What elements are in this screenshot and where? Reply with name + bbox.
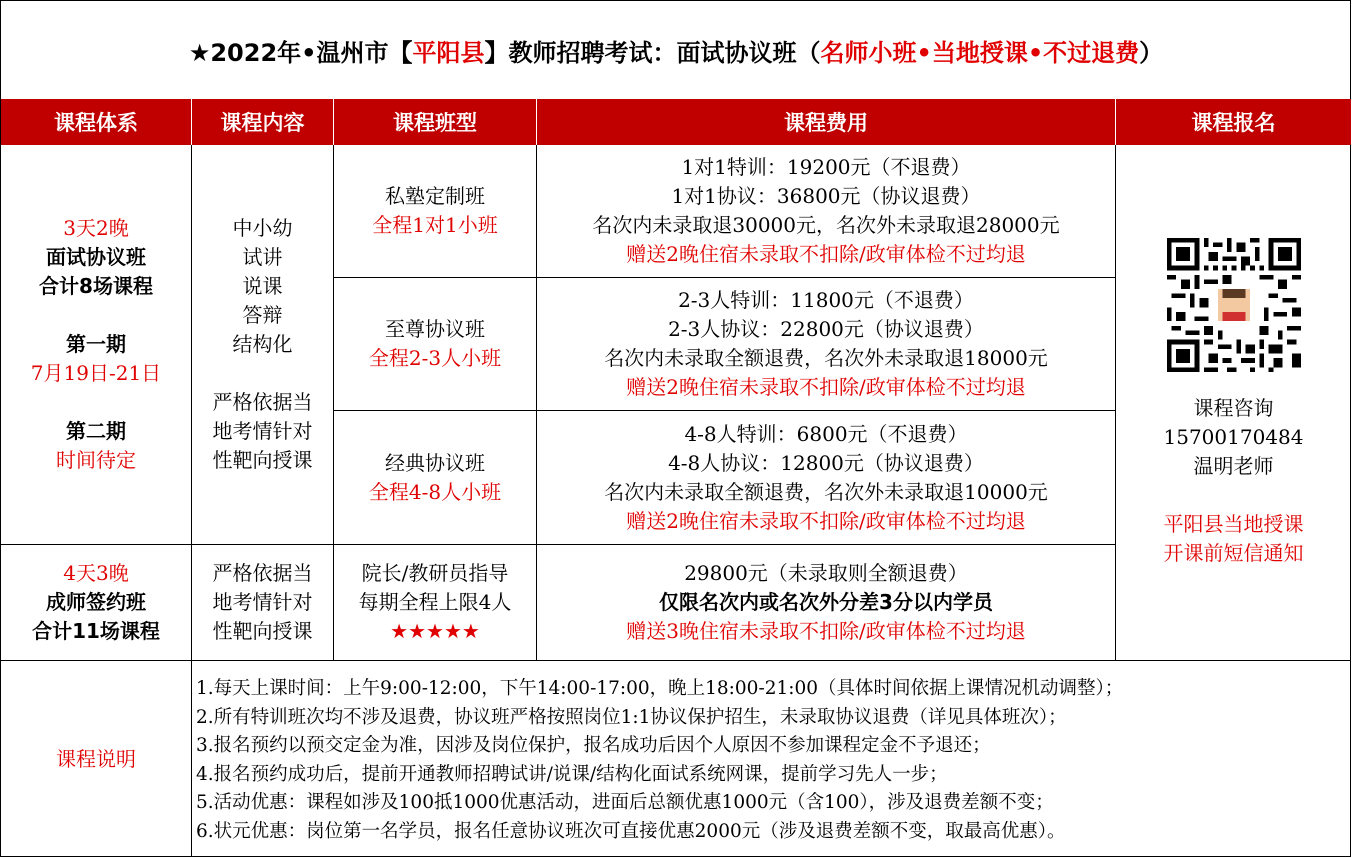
fee-bonus: 赠送3晚住宿未录取不扣除/政审体检不过均退 bbox=[626, 619, 1026, 643]
content-desc: 地考情针对 bbox=[212, 419, 313, 443]
header-system: 课程体系 bbox=[1, 99, 192, 145]
content-item: 试讲 bbox=[242, 245, 283, 269]
fee-bonus: 赠送2晚住宿未录取不扣除/政审体检不过均退 bbox=[626, 375, 1026, 399]
class-name: 经典协议班 bbox=[385, 450, 485, 475]
signup-consult: 课程咨询 bbox=[1193, 395, 1274, 420]
class-private bbox=[334, 145, 537, 278]
content-desc: 地考情针对 bbox=[212, 590, 313, 614]
rating-stars: ★★★★★ bbox=[390, 619, 480, 643]
signup-teacher: 温明老师 bbox=[1193, 453, 1274, 478]
fee-line: 名次内未录取退30000元，名次外未录取退28000元 bbox=[592, 213, 1060, 237]
note-item: 6.状元优惠：岗位第一名学员，报名任意协议班次可直接优惠2000元（涉及退费差额不变，取最高优惠）。 bbox=[196, 820, 1066, 842]
fee-line: 2-3人协议：22800元（协议退费） bbox=[668, 317, 984, 341]
class-sub: 全程4-8人小班 bbox=[368, 479, 502, 504]
header-signup: 课程报名 bbox=[1116, 99, 1351, 145]
fee-classic bbox=[537, 411, 1116, 545]
fee-supreme bbox=[537, 278, 1116, 411]
class-line: 每期全程上限4人 bbox=[358, 590, 512, 614]
content-item: 中小幼 bbox=[232, 216, 293, 240]
content-a-cell bbox=[192, 145, 334, 545]
period-2-date: 时间待定 bbox=[56, 448, 136, 472]
class-name: 私塾定制班 bbox=[385, 184, 485, 208]
header-fee: 课程费用 bbox=[537, 99, 1116, 145]
content-desc: 性靶向授课 bbox=[212, 448, 313, 472]
fee-private bbox=[537, 145, 1116, 278]
system-a-cell bbox=[1, 145, 192, 545]
notes-list bbox=[192, 661, 1351, 857]
content-item: 结构化 bbox=[232, 332, 293, 356]
fee-contract bbox=[537, 545, 1116, 661]
fee-line: 名次内未录取全额退费，名次外未录取退10000元 bbox=[604, 479, 1048, 504]
fee-line: 29800元（未录取则全额退费） bbox=[684, 561, 968, 585]
system-b-duration: 4天3晚 bbox=[63, 561, 129, 585]
signup-note-2: 开课前短信通知 bbox=[1163, 540, 1304, 565]
note-item: 2.所有特训班次均不涉及退费，协议班严格按照岗位1:1协议保护招生，未录取协议退费（详见具体班次）； bbox=[196, 706, 1067, 728]
system-a-duration: 3天2晚 bbox=[63, 216, 129, 240]
period-2-label: 第二期 bbox=[66, 419, 126, 443]
system-b-cell bbox=[1, 545, 192, 661]
content-desc: 严格依据当 bbox=[212, 561, 313, 585]
fee-line: 4-8人特训：6800元（不退费） bbox=[684, 421, 968, 446]
fee-line: 2-3人特训：11800元（不退费） bbox=[678, 288, 974, 312]
signup-note-1: 平阳县当地授课 bbox=[1163, 511, 1304, 536]
fee-line: 1对1特训：19200元（不退费） bbox=[681, 155, 971, 179]
signup-phone[interactable]: 15700170484 bbox=[1163, 424, 1304, 449]
class-name: 至尊协议班 bbox=[385, 317, 485, 341]
system-a-name: 面试协议班 bbox=[46, 245, 146, 269]
fee-line: 1对1协议：36800元（协议退费） bbox=[671, 184, 981, 208]
system-a-count: 合计8场课程 bbox=[39, 274, 153, 298]
content-item: 答辩 bbox=[242, 303, 283, 327]
content-b-cell bbox=[192, 545, 334, 661]
class-line: 院长/教研员指导 bbox=[361, 561, 509, 585]
class-supreme bbox=[334, 278, 537, 411]
page-title: ★2022年•温州市【 平阳县 】教师招聘考试：面试协议班（ 名师小班•当地授课•不过退费 ） bbox=[1, 1, 1351, 100]
fee-bonus: 赠送2晚住宿未录取不扣除/政审体检不过均退 bbox=[626, 242, 1026, 266]
system-b-count: 合计11场课程 bbox=[32, 619, 160, 643]
note-item: 4.报名预约成功后，提前开通教师招聘试讲/说课/结构化面试系统网课，提前学习先人一步； bbox=[196, 763, 948, 785]
class-sub: 全程1对1小班 bbox=[372, 213, 498, 237]
notes-label: 课程说明 bbox=[1, 661, 192, 857]
fee-bonus: 赠送2晚住宿未录取不扣除/政审体检不过均退 bbox=[626, 508, 1026, 533]
period-1-label: 第一期 bbox=[66, 332, 126, 356]
content-desc: 性靶向授课 bbox=[212, 619, 313, 643]
note-item: 1.每天上课时间：上午9:00-12:00，下午14:00-17:00，晚上18:00-21:00（具体时间依据上课情况机动调整）； bbox=[196, 678, 1124, 699]
header-content: 课程内容 bbox=[192, 99, 334, 145]
note-item: 3.报名预约以预交定金为准，因涉及岗位保护，报名成功后因个人原因不参加课程定金不予退还； bbox=[196, 735, 991, 756]
header-class-type: 课程班型 bbox=[334, 99, 537, 145]
fee-condition: 仅限名次内或名次外分差3分以内学员 bbox=[659, 590, 993, 614]
content-item: 说课 bbox=[242, 274, 283, 298]
qr-code-icon[interactable] bbox=[1167, 238, 1301, 372]
content-desc: 严格依据当 bbox=[212, 390, 313, 414]
fee-line: 4-8人协议：12800元（协议退费） bbox=[668, 450, 984, 475]
class-contract bbox=[334, 545, 537, 661]
system-b-name: 成师签约班 bbox=[46, 590, 146, 614]
period-1-date: 7月19日-21日 bbox=[30, 361, 162, 385]
class-sub: 全程2-3人小班 bbox=[368, 346, 502, 370]
note-item: 5.活动优惠：课程如涉及100抵1000优惠活动，进面后总额优惠1000元（含100），涉及退费差额不变； bbox=[196, 792, 1054, 813]
fee-line: 名次内未录取全额退费，名次外未录取退18000元 bbox=[604, 346, 1048, 370]
class-classic bbox=[334, 411, 537, 545]
signup-cell bbox=[1116, 145, 1351, 661]
